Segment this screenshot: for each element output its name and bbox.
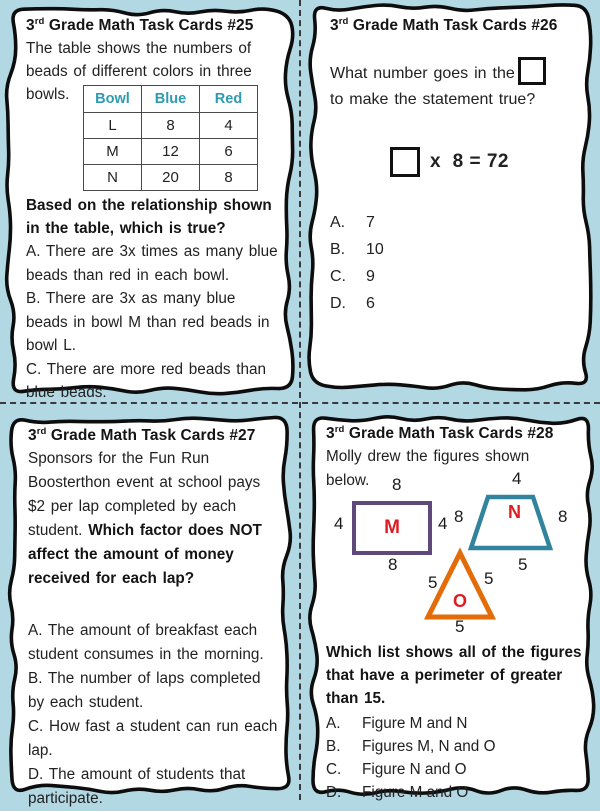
table-section: [26, 83, 280, 191]
table-header-cell: Blue: [142, 86, 200, 113]
table-cell: 20: [142, 165, 200, 191]
table-cell: 12: [142, 139, 200, 165]
rect-side-top: 8: [392, 475, 402, 495]
trapezoid-side-right: 8: [558, 507, 568, 527]
answer-option-b: B. 10: [330, 241, 384, 259]
trapezoid-side-bottom: 5: [518, 555, 528, 575]
answer-option-c: C. 9: [330, 268, 375, 286]
figure-label-n: N: [508, 502, 521, 523]
answer-options: [330, 209, 580, 317]
question-text: What number goes in the to make the statement true?: [330, 61, 580, 113]
table-row: [84, 165, 258, 191]
beads-table: [83, 85, 258, 191]
figure-label-o: O: [453, 591, 468, 612]
triangle-side-bottom: 5: [455, 617, 465, 637]
intro-tail: below.: [326, 472, 370, 490]
table-cell: L: [84, 113, 142, 139]
table-row: [84, 139, 258, 165]
answer-option-c: C. There are more red beads than blue beads.: [26, 360, 266, 402]
table-cell: M: [84, 139, 142, 165]
card-title: 3rd Grade Math Task Cards #26: [330, 16, 558, 35]
question-text: Which list shows all of the figures that have a perimeter of greater than 15.: [326, 644, 582, 708]
table-header-cell: Red: [200, 86, 258, 113]
triangle-side-right: 5: [484, 569, 494, 589]
beads-table-body: [84, 113, 258, 191]
answer-option-a: A. 7: [330, 214, 375, 232]
rect-side-right: 4: [438, 514, 448, 534]
answer-option-a: A. Figure M and N: [326, 715, 468, 733]
answer-option-a: A. The amount of breakfast each student consumes in the morning.: [28, 622, 264, 664]
table-row: [84, 113, 258, 139]
answer-option-d: D. 6: [330, 295, 375, 313]
figure-label-m: M: [384, 517, 400, 539]
triangle-side-left: 5: [428, 573, 438, 593]
table-cell: 4: [200, 113, 258, 139]
question-intro: The table shows the numbers of beads of different colors in three: [26, 40, 252, 81]
answer-options: [326, 712, 584, 804]
answer-option-c: C. How fast a student can run each lap.: [28, 718, 278, 760]
rect-side-left: 4: [334, 514, 344, 534]
answer-option-c: C. Figure N and O: [326, 761, 467, 779]
table-cell: 8: [200, 165, 258, 191]
figures-area: [326, 469, 584, 641]
question-intro: Molly drew the figures shown: [326, 448, 530, 466]
card-title: 3rd Grade Math Task Cards #27: [28, 426, 256, 445]
question-text: Sponsors for the Fun Run Boosterthon event at school pays $2 per lap completed by each student. Which factor does NOT affect the amount of money received for each lap?: [28, 450, 262, 588]
trapezoid-side-left: 8: [454, 507, 464, 527]
blank-box-icon: [390, 147, 420, 177]
task-card-25: [4, 4, 296, 402]
answer-option-b: B. There are 3x as many blue beads in bowl M than red beads in bowl L.: [26, 290, 270, 355]
task-card-27: [6, 414, 294, 808]
task-card-26: [306, 2, 594, 392]
table-cell: 6: [200, 139, 258, 165]
equation-text: x 8 = 72: [430, 151, 509, 173]
table-cell: N: [84, 165, 142, 191]
answer-option-d: D. The amount of students that participate.: [28, 766, 246, 808]
answer-option-a: A. There are 3x times as many blue beads than red in each bowl.: [26, 243, 278, 284]
divider-vertical: [299, 0, 301, 800]
blank-box-icon: [518, 57, 546, 85]
trapezoid-side-top: 4: [512, 469, 522, 489]
answer-option-b: B. The number of laps completed by each student.: [28, 670, 261, 712]
table-cell: 8: [142, 113, 200, 139]
answer-option-b: B. Figures M, N and O: [326, 738, 496, 756]
table-header-cell: Bowl: [84, 86, 142, 113]
rect-side-bottom: 8: [388, 555, 398, 575]
figure-rectangle-m: [352, 501, 432, 555]
intro-tail: bowls.: [26, 86, 70, 104]
card-title: 3rd Grade Math Task Cards #25: [26, 16, 254, 35]
equation: [390, 147, 580, 177]
table-header-row: [84, 86, 258, 113]
answer-options: [28, 619, 280, 811]
task-card-28: [306, 412, 596, 802]
card-title: 3rd Grade Math Task Cards #28: [326, 424, 554, 443]
answer-option-d: D. Figure M and O: [326, 784, 469, 802]
question-text: Based on the relationship shown in the table, which is true?: [26, 197, 272, 238]
